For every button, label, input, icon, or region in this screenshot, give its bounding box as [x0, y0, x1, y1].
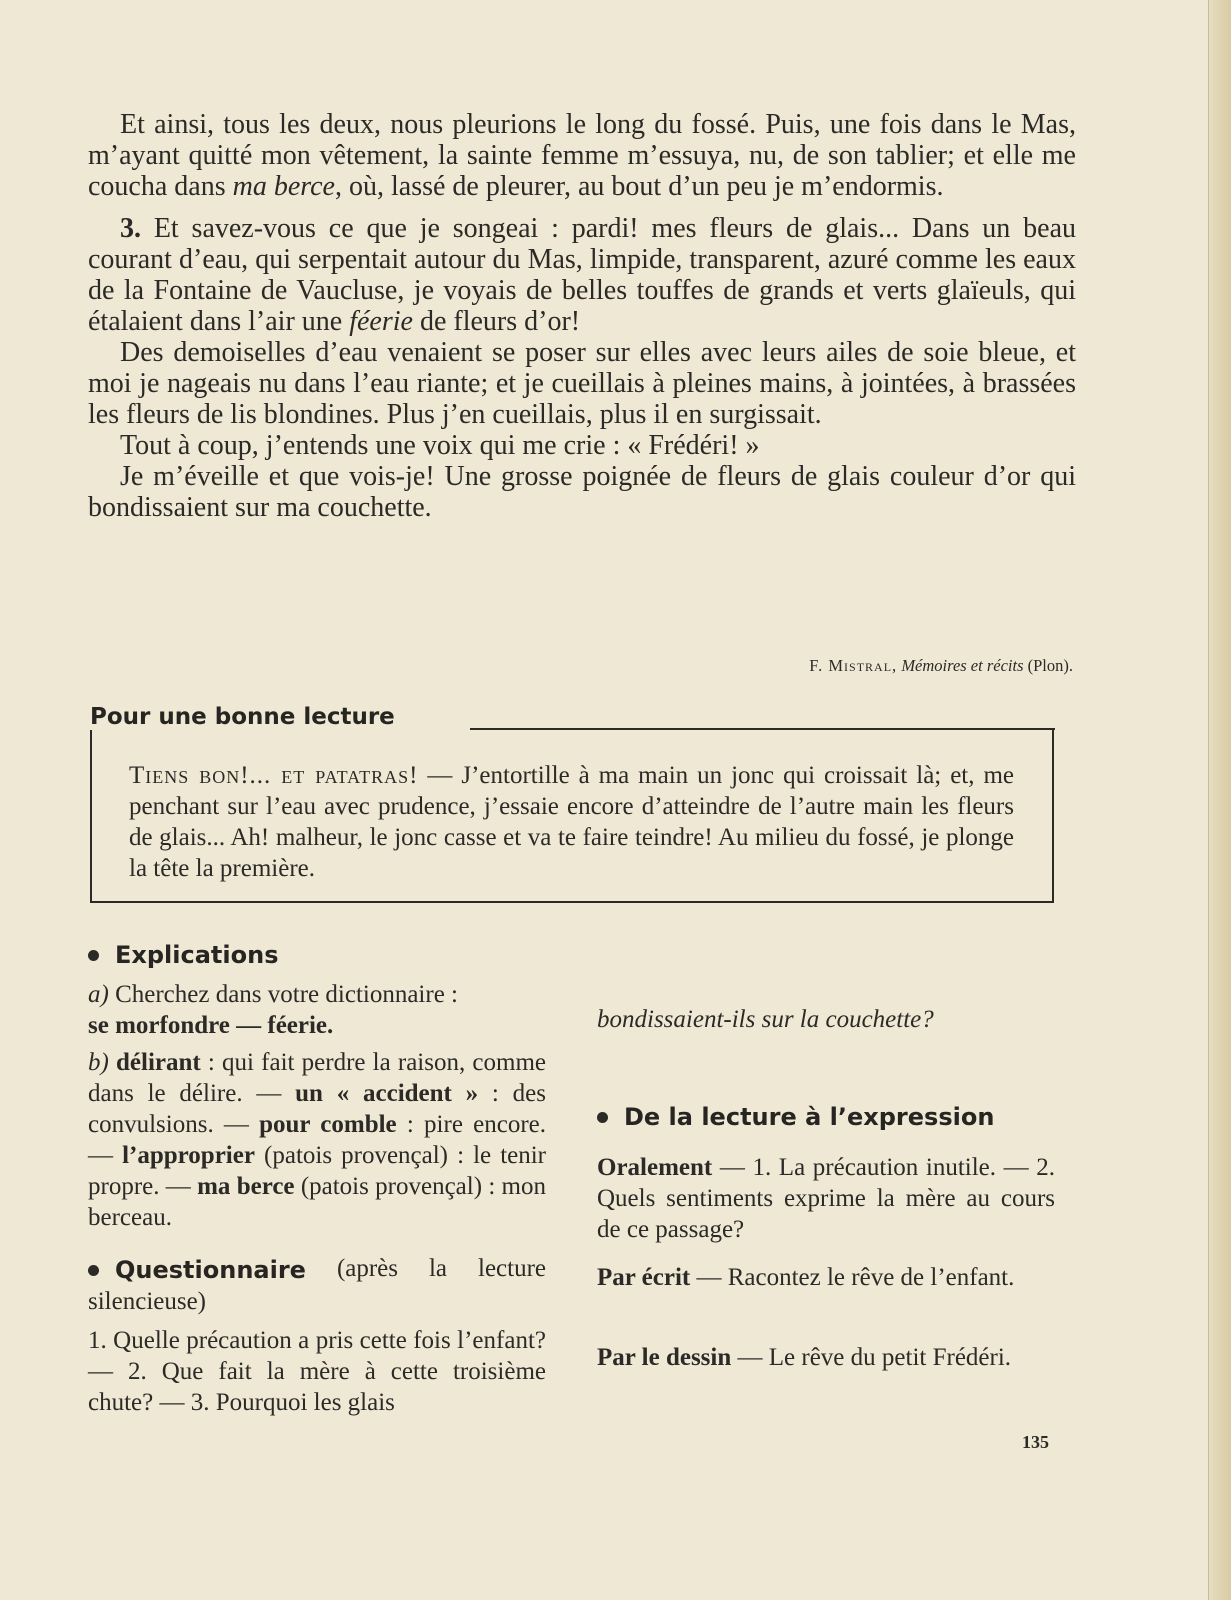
paragraph-1-italic: ma berce — [232, 171, 335, 202]
credit-author: F. Mistral, — [809, 656, 898, 675]
main-text — [88, 109, 1076, 523]
explications-heading-text: Explications — [115, 941, 279, 969]
def-ma-berce: (patois provençal) : mon berceau. — [88, 1173, 546, 1231]
questionnaire-sub: (après la lecture silencieuse) — [88, 1255, 547, 1315]
bullet-icon — [597, 1112, 608, 1123]
question-italic — [597, 1004, 1055, 1035]
par-le-dessin-label: Par le dessin — [597, 1344, 732, 1371]
term-pour-comble: pour comble — [259, 1111, 397, 1138]
term-approprier: l’approprier — [122, 1142, 255, 1169]
questionnaire-heading-inner — [88, 1255, 306, 1286]
expression-heading-text: De la lecture à l’expression — [624, 1103, 995, 1131]
reading-box-text — [129, 760, 1014, 884]
source-credit — [809, 656, 1073, 676]
par-le-dessin-text: — Le rêve du petit Frédéri. — [731, 1344, 1012, 1371]
oralement-text: — 1. La précaution inutile. — 2. Quels sentiments exprime la mère au cours de ce passage? — [597, 1154, 1055, 1243]
par-ecrit — [597, 1262, 1055, 1293]
def-pour-comble: : pire encore. — — [88, 1111, 546, 1169]
paragraph-4: Tout à coup, j’entends une voix qui me crie : « Frédéri! » — [120, 430, 760, 461]
paragraph-2-text: Et savez-vous ce que je songeai : pardi! mes fleurs de glais... Dans un beau courant d’eau, qui serpentait autour du Mas, limpide, transparent, azuré comme les eaux de la Fontaine de Vaucluse, je voyais de belles touffes de grands et verts glaïeuls, qui étalaient dans l’air une — [88, 213, 1076, 337]
term-accident: un « accident » — [295, 1080, 479, 1107]
paragraph-2-italic: féerie — [349, 306, 413, 337]
par-le-dessin — [597, 1342, 1055, 1373]
reading-box-lead: Tiens bon!... et patatras! — [129, 762, 419, 789]
expression-heading — [597, 1102, 994, 1133]
question-text: 1. Quelle précaution a pris cette fois l’enfant? — 2. Que fait la mère à cette troisième chute? — 3. Pourquoi les glais — [88, 1327, 546, 1416]
def-delirant: : qui fait perdre la raison, comme dans le délire. — — [88, 1049, 546, 1107]
paragraph-1-text: Et ainsi, tous les deux, nous pleurions le long du fossé. Puis, une fois dans le Mas, m’ayant quitté mon vêtement, la sainte femme m’essuya, nu, de son tablier; et elle me coucha dans — [88, 109, 1076, 202]
explications-heading — [88, 940, 546, 971]
par-ecrit-label: Par écrit — [597, 1264, 691, 1291]
explication-a-label: a) — [88, 981, 109, 1008]
explication-a — [88, 979, 546, 1041]
questionnaire-heading — [88, 1253, 546, 1317]
paragraph-1 — [88, 109, 1076, 202]
paragraph-2-end: de fleurs d’or! — [412, 306, 581, 337]
reading-box-title: Pour une bonne lecture — [90, 704, 395, 730]
bullet-icon — [88, 1265, 99, 1276]
oralement — [597, 1152, 1055, 1245]
term-delirant: délirant — [116, 1049, 201, 1076]
page-edge — [1208, 0, 1231, 1600]
paragraph-2 — [88, 213, 1076, 337]
paragraph-1-end: , où, lassé de pleurer, au bout d’un peu je m’endormis. — [334, 171, 944, 202]
explication-b — [88, 1047, 546, 1233]
def-accident: : des convulsions. — — [88, 1080, 546, 1138]
par-ecrit-text: — Racontez le rêve de l’enfant. — [690, 1264, 1015, 1291]
paragraph-5: Je m’éveille et que vois-je! Une grosse poignée de fleurs de glais couleur d’or qui bondissaient sur ma couchette. — [88, 461, 1076, 523]
questionnaire-heading-text: Questionnaire — [115, 1256, 306, 1284]
page-number: 135 — [1022, 1432, 1049, 1452]
paragraph-3: Des demoiselles d’eau venaient se poser sur elles avec leurs ailes de soie bleue, et moi je nageais nu dans l’eau riante; et je cueillais à pleines mains, à jointées, à brassées les fleurs de lis blondines. Plus j’en cueillais, plus il en surgissait. — [88, 337, 1076, 430]
bullet-icon — [88, 950, 99, 961]
reading-box-body: — J’entortille à ma main un jonc qui croissait là; et, me penchant sur l’eau avec prudence, j’essaie encore d’atteindre de l’autre main les fleurs de glais... Ah! malheur, le jonc casse et va te faire teindre! Au milieu du fossé, je plonge la tête la première. — [129, 762, 1014, 882]
explication-a-text: Cherchez dans votre dictionnaire : — [108, 981, 458, 1008]
explication-b-label: b) — [88, 1049, 109, 1076]
paragraph-number: 3. — [120, 213, 141, 244]
question-1 — [88, 1325, 546, 1418]
question-italic-text: bondissaient-ils sur la couchette? — [597, 1006, 934, 1033]
left-column — [88, 940, 546, 1418]
credit-publisher: (Plon). — [1027, 656, 1073, 675]
credit-work: Mémoires et récits — [901, 656, 1024, 675]
explication-a-words: se morfondre — féerie. — [88, 1012, 334, 1039]
def-approprier: (patois provençal) : le tenir propre. — — [88, 1142, 547, 1200]
oralement-label: Oralement — [597, 1154, 713, 1181]
term-ma-berce: ma berce — [197, 1173, 295, 1200]
